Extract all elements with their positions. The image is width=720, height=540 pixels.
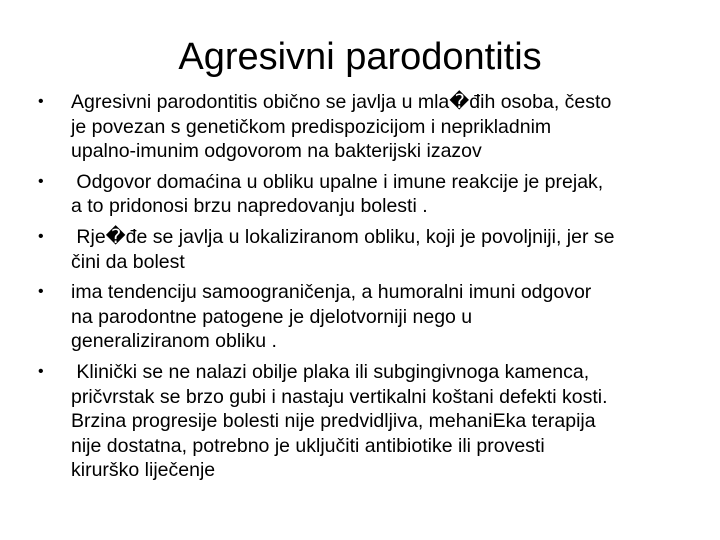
bullet-text: [71, 360, 696, 483]
bullet-list: [36, 90, 696, 489]
bullet-item-2: [36, 170, 696, 219]
bullet-item-5: [36, 360, 696, 483]
bullet-line: generaliziranom obliku .: [71, 330, 277, 353]
bullet-item-1: [36, 90, 696, 164]
bullet-line: upalno-imunim odgovorom na bakterijski izazov: [71, 140, 482, 163]
bullet-text: [71, 170, 696, 219]
bullet-item-3: [36, 225, 696, 274]
bullet-item-4: [36, 280, 696, 354]
bullet-line: Agresivni parodontitis obično se javlja u mla�đih osoba, često: [71, 91, 612, 113]
bullet-line: Rje�đe se javlja u lokaliziranom obliku, koji je povoljniji, jer se: [71, 225, 615, 248]
bullet-line: nije dostatna, potrebno je uključiti antibiotike ili provesti: [71, 434, 545, 457]
bullet-line: je povezan s genetičkom predispozicijom i neprikladnim: [71, 115, 552, 138]
bullet-line: na parodontne patogene je djelotvorniji nego u: [71, 305, 473, 328]
bullet-line: kirurško liječenje: [71, 459, 216, 482]
bullet-icon: •: [38, 362, 44, 380]
bullet-line: pričvrstak se brzo gubi i nastaju vertikalni koštani defekti kosti.: [71, 385, 608, 408]
bullet-line: čini da bolest: [71, 250, 185, 273]
bullet-line: Odgovor domaćina u obliku upalne i imune reakcije je prejak,: [71, 170, 604, 193]
bullet-text: [71, 225, 696, 274]
bullet-line: Klinički se ne nalazi obilje plaka ili subgingivnoga kamenca,: [71, 360, 590, 383]
bullet-line: a to pridonosi brzu napredovanju bolesti .: [71, 195, 428, 218]
bullet-text: [71, 280, 696, 354]
bullet-line: ima tendenciju samoograničenja, a humoralni imuni odgovor: [71, 281, 592, 304]
bullet-line: Brzina progresije bolesti nije predvidljiva, mehaniEka terapija: [71, 410, 596, 433]
bullet-icon: •: [38, 172, 44, 190]
slide-title: Agresivni parodontitis: [178, 36, 542, 78]
bullet-icon: •: [38, 227, 44, 245]
bullet-icon: •: [38, 283, 44, 301]
bullet-icon: •: [38, 93, 44, 110]
bullet-text: [71, 90, 696, 164]
